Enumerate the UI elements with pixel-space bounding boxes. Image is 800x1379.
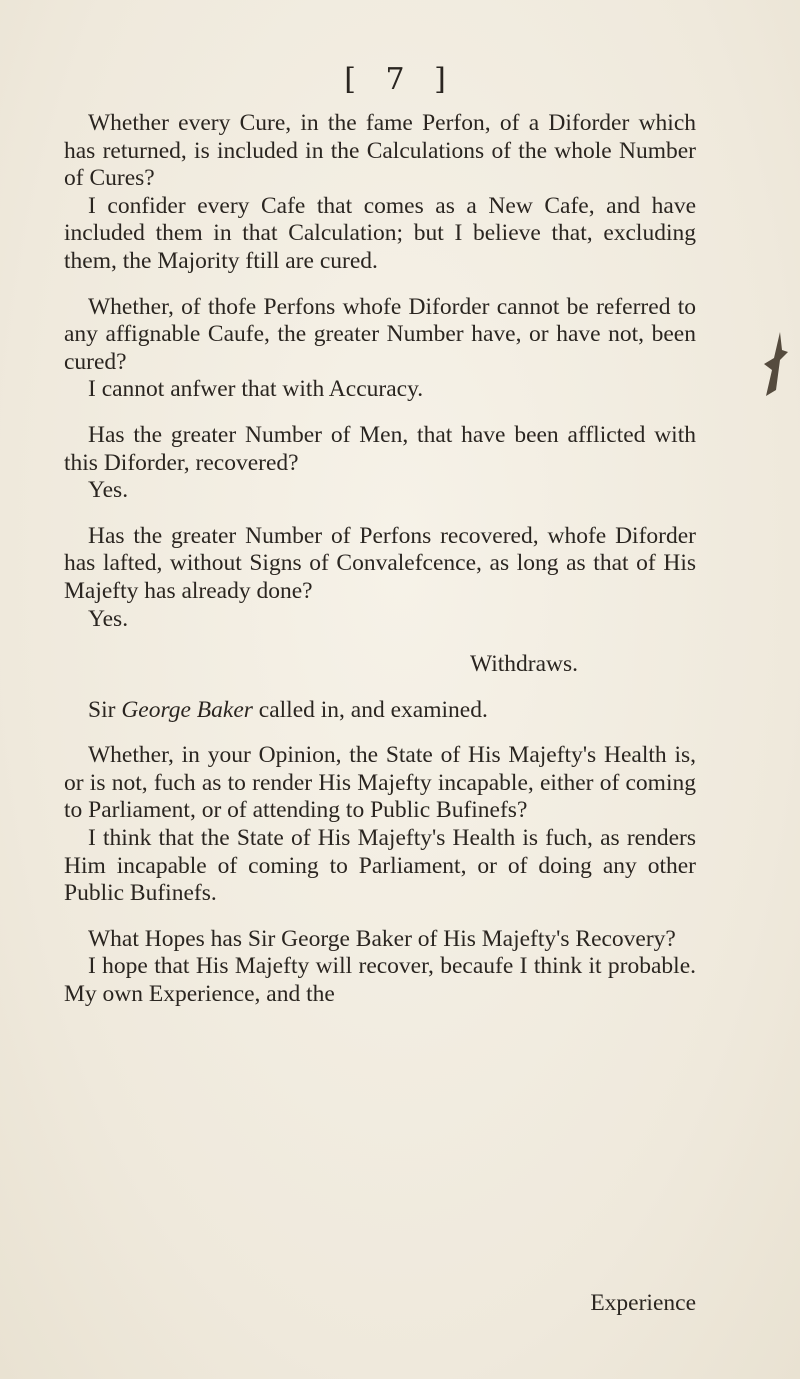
called-suffix: called in, and examined. xyxy=(252,696,488,723)
answer: I hope that His Majefty will recover, becaufe I think it probable. My own Experience, and the xyxy=(64,953,696,1008)
question: Has the greater Number of Perfons recovered, whofe Diforder has lafted, without Signs of Convalefcence, as long as that of His Majefty has already done? xyxy=(64,522,696,604)
qa-block xyxy=(64,110,696,276)
qa-block xyxy=(64,742,696,908)
catchword: Experience xyxy=(590,1290,696,1316)
called-prefix: Sir xyxy=(88,696,122,723)
answer: I cannot anfwer that with Accuracy. xyxy=(88,376,424,403)
qa-block xyxy=(64,926,696,1009)
answer: I confider every Cafe that comes as a New Cafe, and have included them in that Calculation; but I believe that, excluding them, the Majority ftill are cured. xyxy=(64,192,696,274)
witness-name: George Baker xyxy=(121,696,253,723)
qa-block xyxy=(64,422,696,505)
page-body xyxy=(64,110,696,1027)
question: Whether, of thofe Perfons whofe Diforder cannot be referred to any affignable Caufe, the greater Number have, or have not, been cured? xyxy=(64,293,696,375)
page-number: [ 7 ] xyxy=(344,62,456,97)
question: Whether, in your Opinion, the State of His Majefty's Health is, or is not, fuch as to render His Majefty incapable, either of coming to Parliament, or of attending to Public Bufinefs? xyxy=(64,742,696,824)
question: Whether every Cure, in the fame Perfon, of a Diforder which has returned, is included in the Calculations of the whole Number of Cures? xyxy=(64,110,696,192)
withdraws-note: Withdraws. xyxy=(469,651,578,678)
answer: I think that the State of His Majefty's Health is fuch, as renders Him incapable of coming to Parliament, or of doing any other Public Bufinefs. xyxy=(64,825,696,907)
answer: Yes. xyxy=(88,477,129,504)
qa-block xyxy=(64,294,696,404)
question: What Hopes has Sir George Baker of His Majefty's Recovery? xyxy=(88,925,676,952)
answer: Yes. xyxy=(88,605,129,632)
ink-blot-mark xyxy=(758,330,792,400)
question: Has the greater Number of Men, that have been afflicted with this Diforder, recovered? xyxy=(64,421,696,476)
witness-called-line xyxy=(64,697,696,725)
qa-block xyxy=(64,523,696,633)
